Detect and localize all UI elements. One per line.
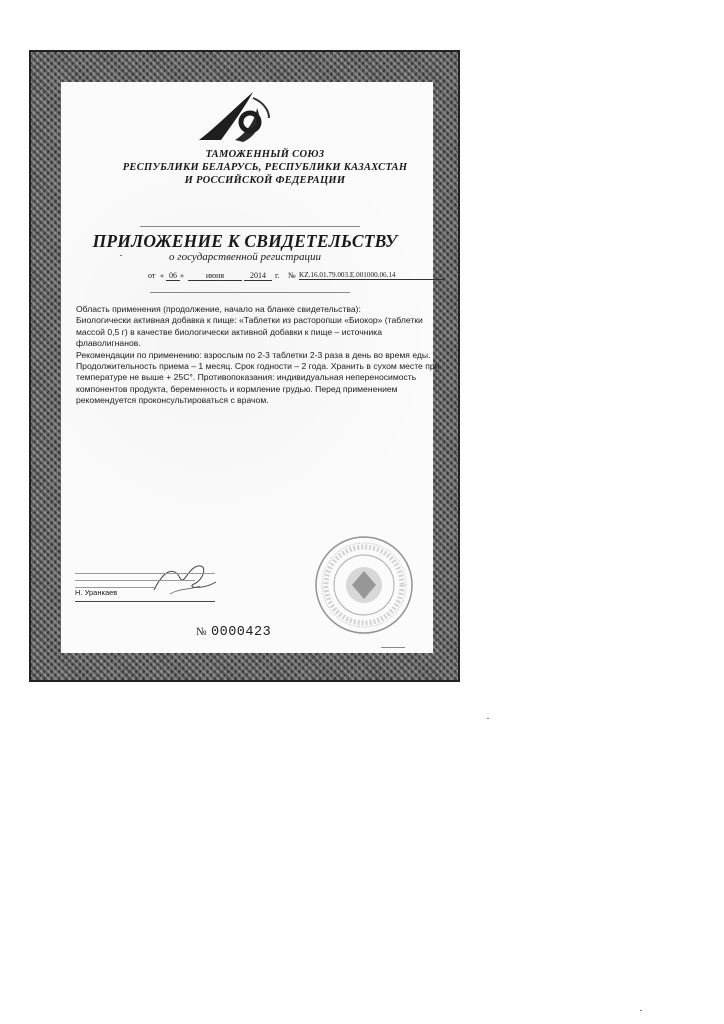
- date-year: 2014: [244, 271, 272, 281]
- eurasian-union-emblem-icon: [195, 88, 275, 146]
- scan-speck: [487, 718, 489, 719]
- number-label: №: [288, 271, 296, 280]
- body-line: Рекомендации по применению: взрослым по 2-3 таблетки 2-3 раза в день во время еды.: [76, 349, 431, 360]
- body-line: массой 0,5 г) в качестве биологически активной добавки к пище – источника: [76, 326, 382, 337]
- date-close-quote: »: [180, 271, 184, 280]
- scan-speck: [640, 1010, 642, 1011]
- date-day: 06: [166, 271, 180, 281]
- body-line: температуре не выше + 25С°. Противопоказания: индивидуальная непереносимость: [76, 372, 417, 383]
- date-from-label: от: [148, 271, 156, 280]
- signature-block: [75, 568, 235, 602]
- info-caption-line: [150, 292, 350, 293]
- header-line-3: И РОССИЙСКОЙ ФЕДЕРАЦИИ: [184, 175, 346, 186]
- date-number-line: [0, 271, 724, 285]
- signer-name: Н. Уранкаев: [75, 588, 118, 597]
- scan-speck: [120, 255, 122, 256]
- date-month: июня: [188, 271, 242, 281]
- body-line: флаволигнанов.: [76, 338, 141, 349]
- certificate-number: KZ.16.01.79.003.E.001000.06.14: [299, 271, 445, 280]
- body-text: [76, 304, 446, 407]
- printer-mark: [381, 647, 405, 648]
- date-year-suffix: г.: [275, 271, 280, 280]
- body-line: Продолжительность приема – 1 месяц. Срок годности – 2 года. Хранить в сухом месте при: [76, 361, 440, 372]
- header-line-2: РЕСПУБЛИКИ БЕЛАРУСЬ, РЕСПУБЛИКИ КАЗАХСТАН: [122, 162, 408, 173]
- body-line: рекомендуется проконсультироваться с врачом.: [76, 395, 269, 406]
- org-name-line: [140, 226, 360, 227]
- official-round-seal-icon: [312, 533, 416, 637]
- body-line: Область применения (продолжение, начало на бланке свидетельства):: [76, 304, 361, 314]
- body-line: компонентов продукта, беременность и кормление грудью. Перед применением: [76, 383, 398, 394]
- header-line-1: ТАМОЖЕННЫЙ СОЮЗ: [205, 149, 325, 160]
- serial-value: 0000423: [211, 625, 272, 640]
- serial-sign: №: [196, 626, 207, 638]
- document-subtitle: о государственной регистрации: [169, 251, 321, 263]
- document-title: ПРИЛОЖЕНИЕ К СВИДЕТЕЛЬСТВУ: [92, 231, 398, 251]
- serial-number: [196, 625, 271, 640]
- body-line: Биологически активная добавка к пище: «Таблетки из расторопши «Биокор» (таблетки: [76, 315, 423, 326]
- date-open-quote: «: [160, 271, 164, 280]
